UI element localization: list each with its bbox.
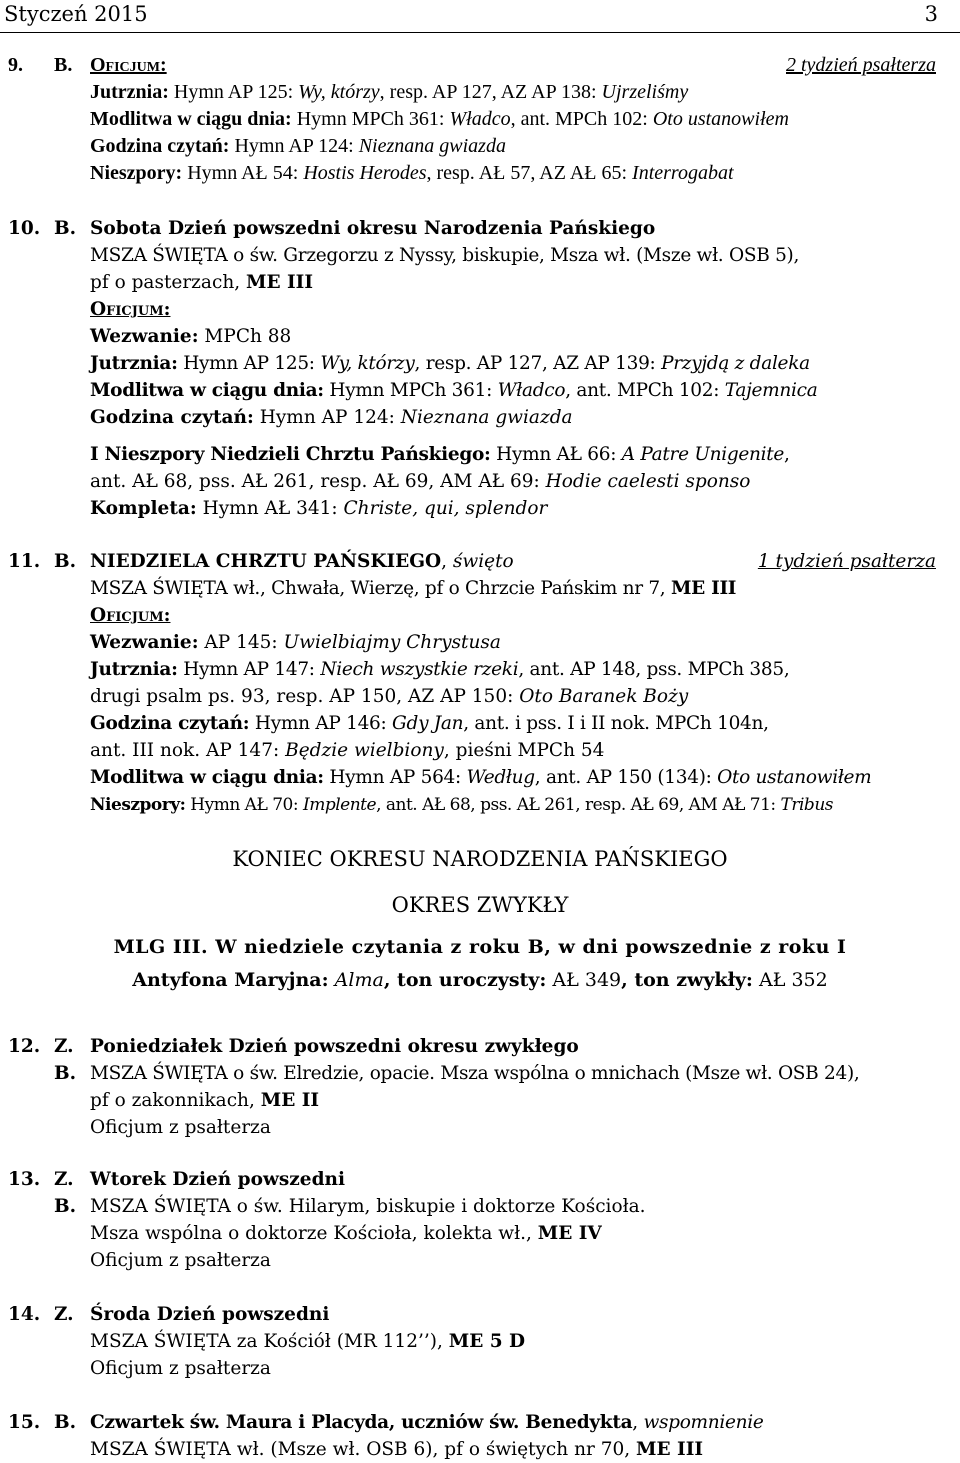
- day-color-letter: B.: [54, 218, 77, 239]
- day-number: 11.: [8, 551, 41, 572]
- oficjum-heading: Oficjum:: [90, 54, 167, 76]
- header-month: Styczeń 2015: [4, 2, 148, 26]
- season-heading: OKRES ZWYKŁY: [391, 893, 569, 917]
- godzina-czytan-line-2: ant. III nok. AP 147: Będzie wielbiony, pieśni MPCh 54: [90, 740, 605, 761]
- oficjum-line: Oficjum z psałterza: [90, 1117, 271, 1138]
- end-of-season-heading: KONIEC OKRESU NARODZENIA PAŃSKIEGO: [232, 847, 728, 871]
- day-color-letter: B.: [54, 1412, 77, 1433]
- mass-line-2: Msza wspólna o doktorze Kościoła, kolekta wł., ME IV: [90, 1223, 602, 1244]
- mass-line: MSZA ŚWIĘTA o św. Elredzie, opacie. Msza wspólna o mnichach (Msze wł. OSB 24),: [90, 1063, 860, 1084]
- mass-line-2: pf o zakonnikach, ME II: [90, 1090, 320, 1111]
- psalter-week: 2 tydzień psałterza: [786, 54, 936, 76]
- wezwanie-line: Wezwanie: AP 145: Uwielbiajmy Chrystusa: [90, 632, 501, 653]
- nieszpory-line-2: ant. AŁ 68, pss. AŁ 261, resp. AŁ 69, AM AŁ 69: Hodie caelesti sponso: [90, 471, 751, 492]
- mlg-line: MLG III. W niedziele czytania z roku B, w dni powszednie z roku I: [113, 936, 847, 958]
- day-color-letter: B.: [54, 551, 77, 572]
- nieszpory-line: Nieszpory: Hymn AŁ 70: Implente, ant. AŁ 68, pss. AŁ 261, resp. AŁ 69, AM AŁ 71: Tribus: [90, 795, 833, 815]
- oficjum-heading: Oficjum:: [90, 299, 171, 320]
- oficjum-line: Oficjum z psałterza: [90, 1250, 271, 1271]
- modlitwa-line: Modlitwa w ciągu dnia: Hymn AP 564: Według, ant. AP 150 (134): Oto ustanowiłem: [90, 767, 872, 788]
- modlitwa-line: Modlitwa w ciągu dnia: Hymn MPCh 361: Władco, ant. MPCh 102: Tajemnica: [90, 380, 818, 401]
- day-title: Środa Dzień powszedni: [90, 1304, 330, 1325]
- kompleta-line: Kompleta: Hymn AŁ 341: Christe, qui, splendor: [90, 498, 548, 519]
- mass-line: MSZA ŚWIĘTA wł. (Msze wł. OSB 6), pf o świętych nr 70, ME III: [90, 1439, 704, 1460]
- mass-line: MSZA ŚWIĘTA za Kościół (MR 112’’), ME 5 D: [90, 1331, 526, 1352]
- mass-line-2: pf o pasterzach, ME III: [90, 272, 313, 293]
- wezwanie-line: Wezwanie: MPCh 88: [90, 326, 292, 347]
- jutrznia-line: Jutrznia: Hymn AP 125: Wy, którzy, resp. AP 127, AZ AP 138: Ujrzeliśmy: [90, 81, 689, 103]
- jutrznia-line: Jutrznia: Hymn AP 147: Niech wszystkie rzeki, ant. AP 148, pss. MPCh 385,: [90, 659, 790, 680]
- day-color-letter: Z.: [54, 1036, 74, 1057]
- day-number: 9.: [8, 54, 23, 76]
- marian-antiphon-line: Antyfona Maryjna: Alma, ton uroczysty: AŁ 349, ton zwykły: AŁ 352: [132, 969, 828, 991]
- day-number: 12.: [8, 1036, 41, 1057]
- day-number: 14.: [8, 1304, 41, 1325]
- mass-line: MSZA ŚWIĘTA wł., Chwała, Wierzę, pf o Chrzcie Pańskim nr 7, ME III: [90, 578, 737, 599]
- day-title: Wtorek Dzień powszedni: [90, 1169, 345, 1190]
- modlitwa-line: Modlitwa w ciągu dnia: Hymn MPCh 361: Władco, ant. MPCh 102: Oto ustanowiłem: [90, 108, 789, 130]
- godzina-czytan-line: Godzina czytań: Hymn AP 124: Nieznana gwiazda: [90, 135, 506, 157]
- day-color-letter: Z.: [54, 1304, 74, 1325]
- jutrznia-line-2: drugi psalm ps. 93, resp. AP 150, AZ AP 150: Oto Baranek Boży: [90, 686, 689, 707]
- day-number: 13.: [8, 1169, 41, 1190]
- oficjum-line: Oficjum z psałterza: [90, 1358, 271, 1379]
- mass-line: MSZA ŚWIĘTA o św. Hilarym, biskupie i doktorze Kościoła.: [90, 1196, 646, 1217]
- mass-line: MSZA ŚWIĘTA o św. Grzegorzu z Nyssy, biskupie, Msza wł. (Msze wł. OSB 5),: [90, 245, 800, 266]
- nieszpory-line: I Nieszpory Niedzieli Chrztu Pańskiego: Hymn AŁ 66: A Patre Unigenite,: [90, 444, 790, 465]
- godzina-czytan-line: Godzina czytań: Hymn AP 146: Gdy Jan, ant. i pss. I i II nok. MPCh 104n,: [90, 713, 769, 734]
- day-title: Poniedziałek Dzień powszedni okresu zwykłego: [90, 1036, 579, 1057]
- jutrznia-line: Jutrznia: Hymn AP 125: Wy, którzy, resp. AP 127, AZ AP 139: Przyjdą z daleka: [90, 353, 810, 374]
- day-color-letter: B.: [54, 54, 73, 76]
- godzina-czytan-line: Godzina czytań: Hymn AP 124: Nieznana gwiazda: [90, 407, 573, 428]
- day-title: NIEDZIELA CHRZTU PAŃSKIEGO, święto: [90, 551, 514, 572]
- day-color-letter: Z.: [54, 1169, 74, 1190]
- page-number: 3: [924, 2, 938, 26]
- day-title: Czwartek św. Maura i Placyda, uczniów św. Benedykta, wspomnienie: [90, 1412, 764, 1433]
- day-title: Sobota Dzień powszedni okresu Narodzenia Pańskiego: [90, 218, 656, 239]
- mass-color-letter: B.: [54, 1196, 77, 1217]
- nieszpory-line: Nieszpory: Hymn AŁ 54: Hostis Herodes, resp. AŁ 57, AZ AŁ 65: Interrogabat: [90, 162, 734, 184]
- oficjum-heading: Oficjum:: [90, 605, 171, 626]
- day-number: 10.: [8, 218, 41, 239]
- psalter-week: 1 tydzień psałterza: [757, 551, 936, 572]
- day-number: 15.: [8, 1412, 41, 1433]
- page-header: [0, 0, 960, 33]
- mass-color-letter: B.: [54, 1063, 77, 1084]
